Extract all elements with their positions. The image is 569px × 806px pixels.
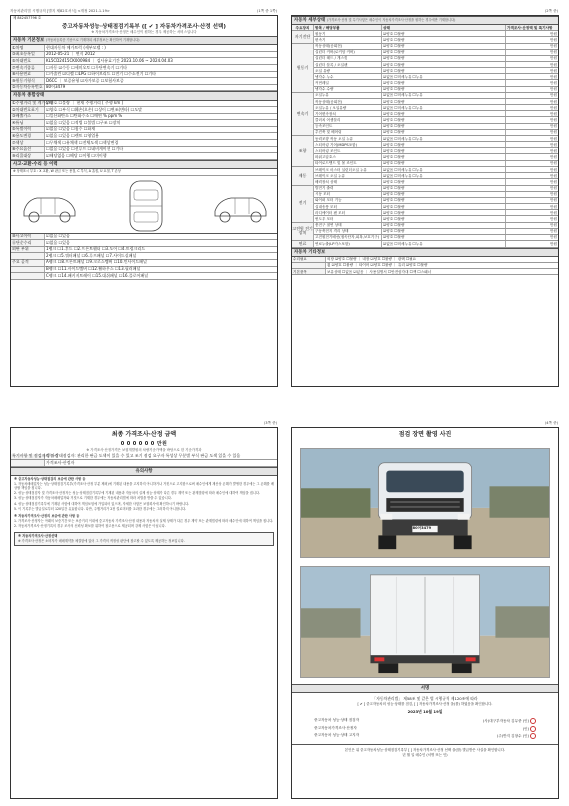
status-label: ①주행거리 및 계기상태 [12,100,53,106]
detail-status: ☑양호 ☐불량 [382,50,506,55]
frame-parts-table [11,234,277,280]
basic-info-label: ③최초등록일 [11,52,45,58]
signer-row [292,733,558,741]
document-subtitle: ※ 자동차가격조사·산정은 매수인이 원하는 경우 제공하는 서비스입니다 [91,30,197,35]
section-detail-status: 자동차 세부상태 (가격조사·산정 및 특기사항은 매수인이 자동차가격조사·산정을 원하는 경우에만 기재합니다) [292,16,558,25]
detail-status: ☑양호 ☐불량 [382,56,506,61]
basic-info-label: ⑦변속기종류 [11,65,45,71]
signer-name: (인) [523,726,536,732]
page-indicator: (1쪽 중 1쪽) [256,9,277,13]
detail-remark: 만원 [550,136,557,141]
price-choice-title: ※ 자동차가격조사·산정선택 [18,534,58,539]
detail-row [314,216,558,221]
plate-row [11,85,277,92]
car-top-view-icon [116,178,176,233]
status-row [11,153,277,160]
inspection-record-sheet [10,15,278,387]
opinion-label: 특기사항 및 점검자의 의견 [12,453,59,459]
device-group-name: 변속기 [292,93,314,135]
section-basic-info: 자동차 기본정보 (자동차등록증 기준으로 기재하되 세부정보는 확인하여 기재합니다) [11,36,277,45]
etc-label: 기본품목 [292,269,326,274]
detail-status: ☑양호 ☐불량 [382,31,506,36]
detail-remark: 만원 [550,154,557,159]
etc-value: 외장 ☑양호 ☐불량 ｜ 내장 ☑양호 ☐불량 ｜ 광택 ☐필요 [327,257,417,262]
signature-block [292,696,558,758]
detail-status: ☑양호 ☐불량 [382,154,506,159]
basic-info-label: ①차명 [11,45,45,51]
detail-status: ☑없음 ☐미세누유 ☐누유 [382,136,506,141]
detail-remark: 만원 [550,210,557,215]
seal-icon [530,733,536,739]
detail-remark: 만원 [550,229,557,234]
frame-value: C랭크 ☐14.패키지트레이 ☐15.대쉬패널 ☐16.플로어패널 [46,272,149,278]
status-label: ⑧주요옵션 [11,147,45,153]
detail-item: 실내송풍 모터 [314,204,382,209]
photo-sign-sheet [291,427,559,799]
detail-status: ☑양호 ☐불량 [382,37,506,42]
detail-status: ☑양호 ☐불량 [382,192,506,197]
signer-role: 중고자동차가격조사·산정자 [314,725,357,730]
frame-label: ⑪단순수리 [11,240,45,246]
notice-item: 1. 자동차매매업자는 성능·상태점검기록부(가격조사·산정 부분 제외)에 기재된 내용을 고지하지 아니하거나 거짓으로 고지함으로써 매수인에게 재산상 손해가 발생한 경우에는 그 손해를 배상할 책임을 집니다. [14,481,274,491]
detail-item: 윈도우 모터 [314,216,382,221]
status-legend: ※ 상태표시 부호 : X 교환, W 판금 또는 용접, C 부식, A 흠집, U 요철, T 손상 [11,169,277,176]
plate-label: ②자동차등록번호 [11,85,45,91]
device-group [292,223,558,242]
detail-status: ☑양호 ☐불량 [382,111,506,116]
basic-info-value: ☐가솔린 ☑디젤 ☐LPG ☐하이브리드 ☐전기 ☐수소전기 ☐기타 [46,71,157,77]
seal-icon [530,726,536,732]
device-group [292,31,558,44]
status-value: ☑양호 ☐불량 ｜ 현재 주행거리 [ 주행 km ] [46,100,124,106]
detail-row [314,87,558,92]
status-label: ⑦색상 [11,140,45,146]
detail-item: 추진축 및 베어링 [314,130,382,135]
detail-remark: 만원 [550,130,557,135]
detail-status: ☑양호 ☐불량 [382,179,506,184]
section-notice: 유의사항 [11,467,277,476]
signer-role: 중고자동차 성능·상태 점검자 [314,718,360,723]
detail-remark: 만원 [550,204,557,209]
detail-status: ☑양호 ☐불량 [382,210,506,215]
etc-label: 수리필요 [292,257,326,262]
basic-info-value: 현대자동차 메가트럭 (세부모델 : ) [46,44,106,50]
detail-item: 충전구 절연 상태 [314,223,382,228]
detail-item: 클러치 어셈블리 [314,117,382,122]
detail-status: ☑양호 ☐불량 [382,161,506,166]
device-group-name: 연료 [292,241,314,246]
detail-item: 작동상태(공회전) [314,44,382,49]
seal-icon [530,718,536,724]
signer-name: (사)대구부자동차 김무중 (인) [483,718,536,724]
detail-remark: 만원 [550,93,557,98]
signer-row [292,725,558,733]
detail-item: 시동 모터 [314,192,382,197]
opinion-table [11,454,277,467]
detail-status: ☑양호 ☐불량 [382,204,506,209]
detail-remark: 만원 [550,142,557,147]
detail-remark: 만원 [550,68,557,73]
status-label: ⑤특별이력 [11,127,45,133]
detail-item: 오일누유 [314,93,382,98]
detail-remark: 만원 [550,105,557,110]
detail-item: 원동기 [314,31,382,36]
detail-remark: 만원 [550,44,557,49]
frame-value: 2랭크 ☐5.쿼터패널 ☐6.루프패널 ☐7.사이드실패널 [46,252,137,258]
detail-item: 오일 유량 [314,68,382,73]
basic-info-label: ⑨원동기형식 [11,78,45,84]
detail-remark: 만원 [550,179,557,184]
signer-row [292,717,558,725]
detail-item: 작동상태(공회전) [314,99,382,104]
detail-item: 파워고압호스 [314,154,382,159]
truck-rear-photo [300,566,550,678]
detail-item: 연료누출(LP가스포함) [314,241,382,246]
detail-row [314,37,558,42]
section-etc-info: 자동차 기타정보 [292,248,558,257]
detail-status: ☑양호 ☐불량 [382,87,506,92]
detail-remark: 만원 [550,74,557,79]
status-value: ☐없음 ☐있음 ☐선루프 ☐네비게이션 ☐기타 [46,146,124,152]
detail-item: 타이로드엔드 및 볼 조인트 [314,161,382,166]
detail-remark: 만원 [550,62,557,67]
detail-remark: 만원 [550,241,557,246]
etc-row [292,269,558,275]
detail-status: ☑없음 ☐미세누유 ☐누유 [382,173,506,178]
frame-value: A랭크 ☐8.프론트패널 ☐9.크로스멤버 ☐10.인사이드패널 [46,259,147,265]
head-device: 주요장치 [292,25,314,30]
detail-item: 실린더 헤드 / 개스킷 [314,56,382,61]
section-accident-history: 사고·교환·수리 등 이력 [11,160,277,169]
device-group [292,167,558,186]
notice-item: 4. 성능·상태점검기록부에 기재된 사항에 대하여 책임보험에 가입되어 있으며, 자세한 사항은 보험회사에 확인하시기 바랍니다. [14,501,190,506]
detail-row [314,241,558,246]
detail-remark: 만원 [550,80,557,85]
detail-item: 배력장치 상태 [314,179,382,184]
status-value: ☐무채색 ☐유채색 ☐전체도색 ☐색상변경 [46,139,119,145]
truck-front-photo [300,448,550,558]
basic-info-value: 2012-05-21 ｜ 연식 2012 [46,51,95,57]
frame-value: 1랭크 ☐1.후드 ☐2.프론트휀더 ☐3.도어 ☐4.트렁크리드 [46,246,146,252]
detail-status: ☑양호 ☐불량 [382,148,506,153]
frame-label: 외판 부위 [11,247,45,253]
final-price-value: 0 0 0 0 0 0 만원 [120,440,168,447]
detail-remark: 만원 [550,148,557,153]
section-signature: 서명 [292,684,558,693]
opinion-value: 성능·상태점검자: 관리한 판금 도색이 있을 수 있고 조기 점검 요구자 특성상 무분별 부식 판금 도색 있을 수 있음 [46,453,241,459]
device-group [292,44,558,93]
detail-item: 기어변속장치 [314,111,382,116]
car-side-right-icon [211,186,271,226]
status-label: ③배출가스 [11,114,45,120]
detail-row [314,161,558,166]
detail-remark: 만원 [550,223,557,228]
device-group-name: 원동기 [292,44,314,92]
device-group-name: 자기진단 [292,31,314,43]
detail-item: 실린더 블록 / 오일팬 [314,62,382,67]
detail-item: 와이퍼 모터 기능 [314,198,382,203]
detail-status: ☑양호 ☐불량 [382,235,506,240]
detail-remark: 만원 [550,216,557,221]
status-value: ☑없음 ☐있음 ☐렌트 ☐영업용 [46,132,99,138]
detail-status: ☑양호 ☐불량 [382,130,506,135]
notice-block-1 [11,476,277,513]
price-note: ※ 가격조사·산정가격은 보험개발원의 차량기준가액을 바탕으로 한 기준가격과 [86,447,202,452]
page-indicator: (2쪽 중) [544,9,558,13]
detail-status: ☑양호 ☐불량 [382,80,506,85]
device-group-name: 고전원 전기장치 [292,223,314,241]
device-group-name: 조향 [292,136,314,166]
detail-remark: 만원 [550,99,557,104]
frame-label [11,267,45,273]
basic-info-label: ⑧사용연료 [11,72,45,78]
status-value: ☑양호 ☐부식 ☐훼손(오손) ☐상이 ☐변조(변타) ☐도말 [46,106,142,112]
page-indicator: (3쪽 중) [263,421,277,425]
status-value: ☑없음 ☐있음 ☐침수 ☐화재 [46,126,96,132]
opinion-value: 가격조사·산정자 [46,459,75,465]
frame-value: ☑없음 ☐있음 [46,239,70,245]
detail-item: 등속조인트 [314,124,382,129]
buyer-confirm-text: 본인은 위 중고자동차성능·상태점검기록부 [ ] 자동차가격조사·산정 선택 을(를) 발급받은 사실을 확인합니다. [344,748,506,753]
plate-number: 80어3479 [46,84,66,90]
detail-remark: 만원 [550,124,557,129]
detail-remark: 만원 [550,117,557,122]
detail-status: ☑양호 ☐불량 [382,124,506,129]
head-remark: 가격조사·산정액 및 특기사항 [507,25,553,30]
detail-status: ☑양호 ☐불량 [382,99,506,104]
detail-status: ☑없음 ☐미세누유 ☐누유 [382,74,506,79]
frame-row [11,273,277,280]
detail-status: ☑양호 ☐불량 [382,44,506,49]
detail-item: 오일누유 / 오일유량 [314,105,382,110]
detail-remark: 만원 [550,173,557,178]
detail-item: 스티어링 조인트 [314,148,382,153]
detail-item: 발전기 출력 [314,186,382,191]
etc-value: 휠 ☑양호 ☐불량 ｜ 타이어 ☑양호 ☐불량 ｜ 유리 ☑양호 ☐불량 [327,263,428,268]
detail-item: 냉각수 누수 [314,74,382,79]
detail-item: 스티어링 기어(MDPS포함) [314,142,382,147]
detail-remark: 만원 [550,87,557,92]
frame-value: B랭크 ☐11.사이드멤버 ☐12.휠하우스 ☐13.필러패널 [46,266,141,272]
detail-item: 브레이크 오일 누유 [314,173,382,178]
detail-status: ☑없음 ☐미세누유 ☐누유 [382,93,506,98]
detail-status: ☑양호 ☐불량 [382,216,506,221]
notice-head-1: ※ 중고자동차성능·상태점검의 보증에 관한 사항 등 [14,476,86,481]
form-reference: 자동차관리법 시행규칙 [별지 제82호서식] <개정 2021.1.19> [10,9,110,13]
status-value: ☐일산화탄소 ☐탄화수소 ☐매연 % ppm % [46,113,123,119]
detail-item: 냉각수 수량 [314,87,382,92]
etc-label [292,263,326,268]
detail-status: ☑없음 ☐미세누유 ☐누유 [382,167,506,172]
status-label: ⑥용도변경 [11,133,45,139]
basic-info-value: ☐자동 ☑수동 ☐세미오토 ☐무단변속기 ☐기타 [46,64,127,70]
detail-status: ☑양호 ☐불량 [382,186,506,191]
head-item: 항목 / 해당부품 [314,25,382,30]
etc-info-table [292,257,558,275]
page-1 [8,8,280,390]
status-label: ②차대번호표기 [11,107,45,113]
etc-value: 보유상태 ☐없음 ☑있음 ｜ 사용설명서 ☐안전삼각대 ☐잭 ☐스패너 [327,269,432,274]
overall-status-table [11,101,277,160]
status-value: ☑해당없음 ☐해당 ☐이행 ☐미이행 [46,152,107,158]
detail-remark: 만원 [550,192,557,197]
basic-info-value: KL5CD2415CK000984 ｜ 검사유효기간 2023.10.06 ~ 2024.04.03 [46,57,173,63]
detail-remark: 만원 [550,186,557,191]
detail-row [314,235,558,240]
detail-item: 커먼레일 [314,80,382,85]
law-confirmation: [ ✔ ] 중고자동차의 성능·상태를 점검, [ ] 자동차가격조사·산정 을(를) 하였음을 확인합니다. [357,701,493,706]
basic-info-value: D6CC ｜ 보증유형 ☑자가보증 ☐보험사보증 [46,77,124,83]
detail-row [314,130,558,135]
detail-item: 실린더 커버(로커암 커버) [314,50,382,55]
detail-item: 동력조향 작동 오일 누유 [314,136,382,141]
car-diagram-area [11,176,277,234]
final-price-title: 최종 가격조사·산정 금액 [111,431,177,438]
detail-remark: 만원 [550,50,557,55]
device-group-name: 전기 [292,186,314,222]
detail-item: 브레이크 마스터 실린더오일 누유 [314,167,382,172]
notice-item: 1. 가격조사·산정자는 아래의 보증기간 또는 보증거리 이내에 중고자동차 가격조사·산정 내용과 자동차의 실제 상태가 다른 경우 계약 또는 관계법령에 따라 매수인에 대하여 책임을 집니다. [14,518,274,523]
signer-list [292,717,558,740]
detail-row [314,179,558,184]
detail-status: ☑양호 ☐불량 [382,117,506,122]
detail-item: 변속기 [314,37,382,42]
detail-status: ☑양호 ☐불량 [382,198,506,203]
sign-date: 2023년 10월 19일 [407,708,443,714]
detail-remark: 만원 [550,235,557,240]
detail-remark: 만원 [550,37,557,42]
notice-head-2: ※ 자동차가격조사·산정의 보증에 관한 사항 등 [14,513,80,518]
head-status: 상태 [382,25,506,30]
device-group [292,136,558,167]
truck-rear-image [301,567,549,677]
price-choice-box [14,532,274,546]
frame-label [11,273,45,279]
page-indicator: (4쪽 중) [544,421,558,425]
price-choice-text: ※ 가격조사·산정은 소비자가 매매계약을 체결함에 있어 그 가격의 적정성 판단에 참고할 수 있도록 제공하는 정보입니다. [18,539,185,544]
detail-status: ☑양호 ☐불량 [382,68,506,73]
notice-block-2 [11,513,277,530]
detail-status-table [292,31,558,248]
status-label: ⑨리콜대상 [11,153,45,159]
detail-status: ☑양호 ☐불량 [382,62,506,67]
device-group [292,186,558,223]
truck-front-image [301,449,549,557]
status-value: ☑없음 ☐있음 ☐적법 ☐불법 ☐구조 ☐장치 [46,119,121,125]
frame-label: ⑩사고이력 [11,234,45,240]
page-3 [8,420,280,802]
notice-item: 3. 성능·상태점검자가 자동차매매업자와 거짓으로 기재한 경우에는 자동차관리법에 따라 처벌을 받을 수 있습니다. [14,496,172,501]
detail-remark: 만원 [550,31,557,36]
section-overall-status: 자동차 종합상태 [11,91,277,100]
detail-status-sheet [291,15,559,387]
car-side-left-icon [19,186,79,226]
buyer-confirm [292,744,558,758]
device-group-name: 제동 [292,167,314,185]
status-label: ④튜닝 [11,120,45,126]
signer-name: (주)반지 김창수 (인) [497,733,536,739]
detail-status: ☑양호 ☐불량 [382,142,506,147]
detail-item: 고전원전기배선(접속단자,피복,보호기구) [314,235,382,240]
frame-value: ☑없음 ☐있음 [46,233,70,239]
detail-status: ☑없음 ☐미세누유 ☐누유 [382,105,506,110]
price-notice-sheet [10,427,278,799]
detail-status: ☑없음 ☐미세누유 ☐누유 [382,241,506,246]
opinion-label [11,460,45,466]
photo-title: 점검 장면 촬영 사진 [398,431,452,438]
detail-remark: 만원 [550,111,557,116]
detail-remark: 만원 [550,167,557,172]
detail-remark: 만원 [550,198,557,203]
basic-info-label: ⑤차대번호 [11,58,45,64]
document-number: 제 842457796 호 [13,16,42,20]
detail-status: ☑양호 ☐불량 [382,223,506,228]
device-group [292,93,558,136]
document-title: 중고자동차성능·상태점검기록부 ([ ✔ ] 자동차가격조사·산정 선택) [62,23,226,30]
page-4 [289,420,561,802]
notice-item: 5. 이 기록부는 발급일로부터 120일간 유효합니다. 다만, 주행거리가 2천 킬로미터를 초과한 경우에는 그러하지 아니합니다. [14,506,187,511]
buyer-confirm-sign: 년 월 일 매수인 (서명 또는 인) [402,753,448,758]
frame-label: 주요 골격 [11,260,45,266]
detail-item: 라디에이터 팬 모터 [314,210,382,215]
page-2 [289,8,561,390]
opinion-row [11,460,277,467]
law-reference: 「자동차관리법」 제58조 및 같은 법 시행규칙 제120조에 따라 [372,696,478,701]
basic-info-table [11,45,277,85]
detail-remark: 만원 [550,161,557,166]
notice-item: 2. 자동차가격조사·산정기록의 경우 조사의 신뢰성 확보를 위하여 참고용으로 제공되며 강제 사항은 아닙니다. [14,523,166,528]
truck-plate-text: 80어3479 [412,525,432,530]
detail-status: ☑양호 ☐불량 [382,229,506,234]
detail-item: 구동축전지 격리 상태 [314,229,382,234]
signer-role: 중고자동차 성능·상태 고지자 [314,733,360,738]
detail-remark: 만원 [550,56,557,61]
notice-item: 2. 성능·상태점검자 및 가격조사·산정자는 성능·상태점검기록부에 기재된 내용과 자동차의 실제 성능·상태가 다른 경우 계약 또는 관계법령에 따라 매수인에 대하여 책임을 집니다. [14,491,260,496]
